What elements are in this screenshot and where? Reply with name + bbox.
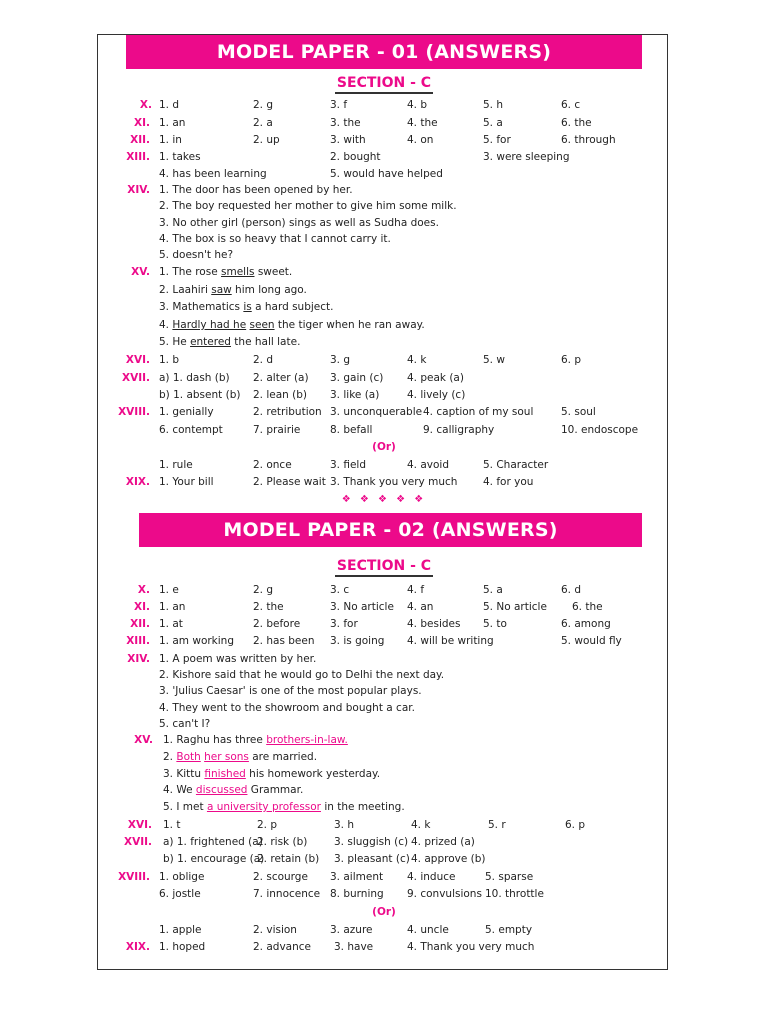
answer: 4. The box is so heavy that I cannot carry it. [159,233,391,245]
answer: 3. field [330,459,367,471]
paper1-q-xix [0,474,768,491]
paper1-q-xiii [0,149,768,166]
highlighted-word: a university professor [206,801,321,813]
answer: 5. to [483,618,507,630]
answer: 2. a [253,117,273,129]
answer: 3. No other girl (person) sings as well as Sudha does. [159,217,439,229]
answer: 2. g [253,99,274,111]
paper2-alt-answers [0,922,768,939]
answer: 5. h [483,99,504,111]
paper2-q-xi [0,599,768,616]
diamond-divider: ❖ ❖ ❖ ❖ ❖ [341,494,427,505]
question-number: X. [139,99,152,111]
paper1-q-xiv-4 [0,231,768,248]
answer: 3. have [334,941,374,953]
question-number: XV. [134,734,153,746]
highlighted-word: finished [204,768,246,780]
answer: 6. the [572,601,603,613]
answer: 1. rule [159,459,193,471]
paper1-q-xiv-2 [0,198,768,215]
answer: b) 1. encourage (a) [163,853,265,865]
answer: 3. 'Julius Caesar' is one of the most popular plays. [159,685,422,697]
answer: 3. like (a) [330,389,380,401]
answer: 4. We discussed Grammar. [163,784,304,796]
answer: 1. b [159,354,180,366]
answer: 2. the [253,601,284,613]
answer: 1. apple [159,924,202,936]
answer: 5. empty [485,924,533,936]
answer: 6. d [561,584,582,596]
paper1-or-label: (Or) [372,441,396,453]
answer: 2. Laahiri saw him long ago. [159,284,307,296]
answer: 2. g [253,584,274,596]
question-number: XIV. [127,184,150,196]
answer: 4. caption of my soul [423,406,534,418]
answer: 3. is going [330,635,385,647]
answer: 2. bought [330,151,381,163]
answer: 5. can't I? [159,718,211,730]
answer: 1. genially [159,406,214,418]
answer: 6. p [565,819,586,831]
answer: 2. vision [253,924,297,936]
paper2-q-xiii [0,633,768,650]
answer: 1. Raghu has three brothers-in-law. [163,734,348,746]
answer: 3. with [330,134,366,146]
question-number: XI. [134,601,150,613]
answer: 2. retain (b) [257,853,320,865]
answer: 3. g [330,354,351,366]
answer: 3. f [330,99,348,111]
question-number: XVIII. [118,871,150,883]
underlined-word: smells [221,266,255,278]
answer: 4. avoid [407,459,450,471]
underlined-word: Hardly had he [172,319,247,331]
answer: 1. an [159,601,186,613]
answer: 4. k [407,354,427,366]
answer: 2. has been [253,635,315,647]
answer: 6. among [561,618,611,630]
answer: 3. unconquerable [330,406,423,418]
answer: 3. azure [330,924,373,936]
answer: 9. convulsions [407,888,482,900]
answer: 1. hoped [159,941,206,953]
answer: 2. advance [253,941,311,953]
answer: 1. Your bill [159,476,214,488]
answer: 2. retribution [253,406,322,418]
paper1-title-banner: MODEL PAPER - 01 (ANSWERS) [126,35,642,69]
answer: 4. Thank you very much [407,941,535,953]
paper1-q-xi [0,115,768,132]
answer: 6. c [561,99,581,111]
paper2-q-xvi [0,817,768,834]
paper2-q-xii [0,616,768,633]
answer: 3. Thank you very much [330,476,458,488]
answer: 2. lean (b) [253,389,308,401]
answer: 4. peak (a) [407,372,464,384]
answer: 1. at [159,618,183,630]
paper2-q-xiv-5 [0,716,768,733]
paper2-q-xv-5 [0,799,768,816]
answer: 4. an [407,601,434,613]
answer: 4. They went to the showroom and bought a car. [159,702,415,714]
question-number: XIV. [127,653,150,665]
answer: 6. contempt [159,424,223,436]
answer: 3. were sleeping [483,151,570,163]
paper1-q-xiv-5 [0,247,768,264]
paper1-q-xv-1 [0,264,768,281]
paper2-q-xiv-3 [0,683,768,700]
answer: 3. No article [330,601,394,613]
answer: 2. d [253,354,274,366]
paper1-alt-answers [0,457,768,474]
answer: 10. throttle [485,888,544,900]
answer: 5. sparse [485,871,534,883]
paper2-q-xiv-1 [0,651,768,668]
paper2-q-xiv-2 [0,667,768,684]
answer: 3. h [334,819,355,831]
paper2-q-xv-3 [0,766,768,783]
answer: 4. f [407,584,425,596]
question-number: XVII. [121,372,150,384]
answer: 4. besides [407,618,461,630]
paper1-q-xiv-1 [0,182,768,199]
answer: 1. in [159,134,182,146]
highlighted-word: her sons [204,751,249,763]
answer: a) 1. frightened (a) [163,836,263,848]
answer: 1. A poem was written by her. [159,653,317,665]
answer: 6. jostle [159,888,201,900]
paper2-q-xv-2 [0,749,768,766]
paper1-q-xiv-3 [0,215,768,232]
answer: 4. has been learning [159,168,267,180]
answer: 4. induce [407,871,456,883]
answer: 1. e [159,584,179,596]
answer: 1. d [159,99,180,111]
answer: 2. The boy requested her mother to give him some milk. [159,200,457,212]
highlighted-word: discussed [195,784,248,796]
paper2-q-xix [0,939,768,956]
paper1-q-xvi [0,352,768,369]
answer: 5. I met a university professor in the meeting. [163,801,405,813]
answer: 2. alter (a) [253,372,309,384]
paper1-q-xv-3 [0,299,768,316]
paper2-q-xviii-a [0,869,768,886]
question-number: XVII. [123,836,152,848]
answer: 2. once [253,459,292,471]
answer: 9. calligraphy [423,424,495,436]
answer: 5. soul [561,406,596,418]
question-number: XVI. [125,354,150,366]
answer: 2. up [253,134,280,146]
answer: 8. burning [330,888,384,900]
paper2-q-xviii-b [0,886,768,903]
paper1-q-xiii-cont [0,166,768,183]
answer: a) 1. dash (b) [159,372,230,384]
question-number: XV. [131,266,150,278]
answer: 3. sluggish (c) [334,836,409,848]
answer: 4. the [407,117,438,129]
question-number: XIX. [125,941,150,953]
answer: 1. The door has been opened by her. [159,184,353,196]
answer: 5. doesn't he? [159,249,234,261]
answer: 2. before [253,618,301,630]
question-number: XII. [130,134,150,146]
answer: 3. Mathematics is a hard subject. [159,301,334,313]
answer: 4. for you [483,476,534,488]
underlined-word: seen [249,319,275,331]
paper1-q-xviii-b [0,422,768,439]
answer: 8. befall [330,424,373,436]
answer: 2. risk (b) [257,836,308,848]
question-number: XVI. [127,819,152,831]
answer: 4. on [407,134,434,146]
answer: 5. a [483,117,503,129]
paper1-q-xv-2 [0,282,768,299]
answer: 2. p [257,819,278,831]
answer: 4. lively (c) [407,389,466,401]
answer: 5. w [483,354,505,366]
answer: 1. oblige [159,871,205,883]
paper1-q-xii [0,132,768,149]
answer: 7. prairie [253,424,301,436]
paper2-q-xiv-4 [0,700,768,717]
question-number: XII. [130,618,150,630]
question-number: XIII. [126,151,150,163]
highlighted-word: Both [176,751,201,763]
answer: 3. pleasant (c) [334,853,410,865]
paper1-q-xviii-a [0,404,768,421]
underlined-word: saw [211,284,232,296]
answer: 7. innocence [253,888,321,900]
answer: 2. scourge [253,871,308,883]
answer: 5. would fly [561,635,622,647]
answer: 3. c [330,584,350,596]
paper2-q-xv-1 [0,732,768,749]
answer: 3. the [330,117,361,129]
paper1-section-heading: SECTION - C [0,75,768,94]
paper2-q-xv-4 [0,782,768,799]
answer: 2. Please wait [253,476,326,488]
paper1-q-xv-4 [0,317,768,334]
answer: 2. Both her sons are married. [163,751,318,763]
answer: b) 1. absent (b) [159,389,241,401]
answer: 5. No article [483,601,547,613]
answer: 5. He entered the hall late. [159,336,301,348]
paper1-q-xvii-b [0,387,768,404]
answer: 3. ailment [330,871,384,883]
answer: 5. a [483,584,503,596]
underlined-word: entered [190,336,231,348]
question-number: XVIII. [118,406,150,418]
answer: 6. the [561,117,592,129]
answer: 1. t [163,819,181,831]
question-number: X. [137,584,150,596]
paper1-q-xv-5 [0,334,768,351]
answer: 4. will be writing [407,635,494,647]
paper2-title-banner: MODEL PAPER - 02 (ANSWERS) [139,513,642,547]
paper2-q-xvii-b [0,851,768,868]
paper2-or-label: (Or) [372,906,396,918]
answer: 4. prized (a) [411,836,475,848]
answer: 5. Character [483,459,549,471]
question-number: XIII. [126,635,150,647]
answer: 3. gain (c) [330,372,384,384]
answer: 5. r [488,819,506,831]
paper1-q-xvii-a [0,370,768,387]
paper2-section-heading: SECTION - C [0,558,768,577]
paper2-q-x [0,582,768,599]
answer: 4. k [411,819,431,831]
answer: 6. p [561,354,582,366]
answer: 4. Hardly had he seen the tiger when he ran away. [159,319,425,331]
answer: 5. for [483,134,511,146]
answer: 1. am working [159,635,235,647]
answer: 1. an [159,117,186,129]
question-number: XI. [134,117,150,129]
answer: 1. takes [159,151,201,163]
underlined-word: is [243,301,252,313]
question-number: XIX. [125,476,150,488]
answer: 3. Kittu finished his homework yesterday. [163,768,381,780]
answer: 1. The rose smells sweet. [159,266,293,278]
answer: 3. for [330,618,358,630]
paper1-q-x [0,97,768,114]
answer: 4. approve (b) [411,853,486,865]
answer: 4. uncle [407,924,449,936]
paper2-q-xvii-a [0,834,768,851]
answer: 5. would have helped [330,168,443,180]
answer: 4. b [407,99,428,111]
answer: 6. through [561,134,616,146]
answer: 2. Kishore said that he would go to Delhi the next day. [159,669,445,681]
answer: 10. endoscope [561,424,639,436]
highlighted-word: brothers-in-law. [266,734,348,746]
